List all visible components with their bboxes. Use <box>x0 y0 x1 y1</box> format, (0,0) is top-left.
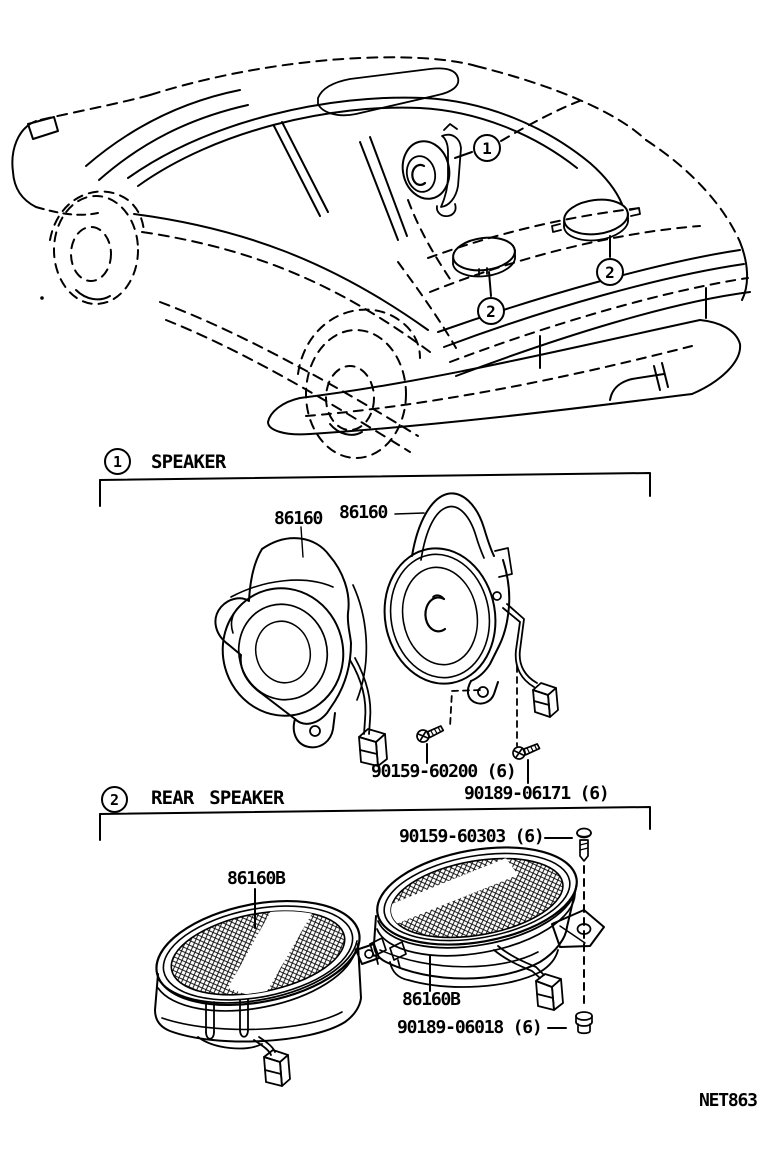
callout-badge-rear-deck-left: 2 <box>477 297 505 325</box>
part-label-90159-60303: 90159-60303 (6) <box>399 826 544 847</box>
section2-title: REAR SPEAKER <box>151 787 284 809</box>
label-leader-86160-left <box>301 527 303 557</box>
dust-cap <box>425 597 445 631</box>
callout-leader-1 <box>455 152 472 158</box>
wire-connector <box>533 683 558 717</box>
part-label-90189-06171: 90189-06171 (6) <box>464 783 609 804</box>
section1-fastener-a-drawing <box>415 690 480 763</box>
section1-speaker-left-drawing <box>208 527 387 766</box>
headlight-shape <box>28 117 58 139</box>
section2-fastener-b-drawing <box>548 1012 592 1033</box>
part-label-86160-right: 86160 <box>339 502 388 523</box>
callout-badge-front-speaker: 1 <box>473 134 501 162</box>
callout-badge-rear-deck-right: 2 <box>596 258 624 286</box>
rear-bumper-lines <box>268 320 740 434</box>
part-label-86160-left: 86160 <box>274 508 323 529</box>
section1-badge: 1 <box>104 448 131 475</box>
section2-bracket-line <box>100 807 650 840</box>
section2-speaker-left-drawing <box>148 885 379 1086</box>
wire-connector <box>264 1050 290 1086</box>
wire-connector <box>536 974 563 1010</box>
figure-code: NET863 <box>699 1090 757 1111</box>
part-label-90159-60200: 90159-60200 (6) <box>371 761 516 782</box>
front-door-speaker-drawing <box>397 100 582 282</box>
part-label-86160B-left: 86160B <box>227 868 285 889</box>
section1-speaker-right-drawing <box>374 493 558 717</box>
part-label-86160B-right: 86160B <box>402 989 460 1010</box>
label-leader-86160-right <box>395 513 424 514</box>
section2-speaker-right-drawing <box>370 833 604 1010</box>
front-wheel <box>50 191 144 304</box>
section1-title: SPEAKER <box>151 451 226 473</box>
section2-badge: 2 <box>101 786 128 813</box>
car-outline-drawing <box>12 57 750 458</box>
part-label-90189-06018: 90189-06018 (6) <box>397 1017 542 1038</box>
